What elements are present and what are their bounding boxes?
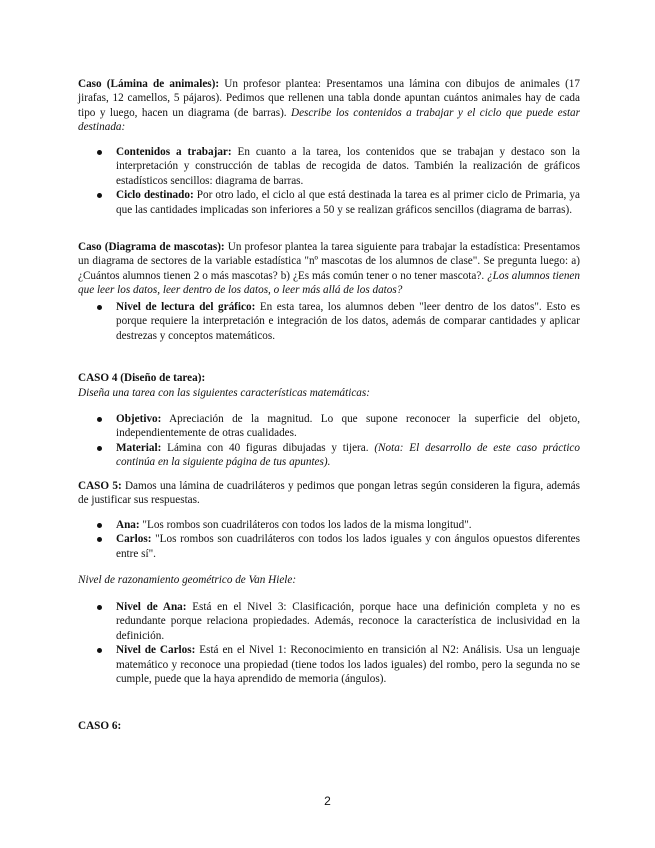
caso-mascotas-list bbox=[78, 300, 580, 343]
caso-animales-title: Caso (Lámina de animales): bbox=[78, 78, 220, 90]
list-item bbox=[78, 300, 580, 343]
list-item bbox=[78, 412, 580, 441]
item-label: Contenidos a trabajar: bbox=[116, 146, 232, 158]
item-note: (Nota: El desarrollo de este caso práctico continúa en la siguiente página de tus apuntes). bbox=[116, 441, 580, 469]
caso5-paragraph bbox=[78, 479, 580, 508]
item-text: Apreciación de la magnitud. Lo que supone reconocer la superficie del objeto, independientemente de otras cualidades. bbox=[116, 413, 580, 440]
caso4-title-text: CASO 4 (Diseño de tarea): bbox=[78, 372, 206, 384]
caso6-title: CASO 6: bbox=[78, 720, 122, 732]
item-label: Material: bbox=[116, 441, 162, 454]
item-text: "Los rombos son cuadriláteros con todos los lados de la misma longitud". bbox=[139, 519, 472, 531]
bullet-icon bbox=[97, 523, 102, 528]
caso-animales-text: Un profesor plantea: Presentamos una lámina con dibujos de animales (17 jirafas, 12 camellos, 5 pájaros). Pedimos que rellenen una tabla donde apuntan cuántos animales hay de cada tipo y luego, hacen un diagrama (de barras). bbox=[78, 78, 580, 119]
page-number: 2 bbox=[324, 794, 331, 808]
item-text: Por otro lado, el ciclo al que está destinada la tarea es al primer ciclo de Primaria, ya que las cantidades implicadas son inferiores a 50 y se realizan gráficos sencillos (diagrama de barras). bbox=[116, 189, 580, 216]
list-item bbox=[78, 145, 580, 188]
item-label: Objetivo: bbox=[116, 413, 162, 425]
bullet-icon bbox=[97, 537, 102, 542]
caso-mascotas-question: ¿Los alumnos tienen que leer los datos, leer dentro de los datos, o leer más allá de los datos? bbox=[78, 269, 580, 297]
item-text: Está en el Nivel 3: Clasificación, porque hace una definición completa y no es redundante porque relaciona propiedades. Además, reconoce la característica de inclusividad en la definición. bbox=[116, 601, 580, 642]
caso-mascotas-title: Caso (Diagrama de mascotas): bbox=[78, 241, 225, 253]
list-item bbox=[78, 188, 580, 217]
item-text: En esta tarea, los alumnos deben "leer dentro de los datos". Esto es porque requiere la interpretación e integración de los datos, además de comparar cantidades y aplicar destrezas y conceptos matemáticos. bbox=[116, 301, 580, 342]
list-item bbox=[78, 518, 580, 532]
bullet-icon bbox=[97, 193, 102, 198]
bullet-icon bbox=[97, 417, 102, 422]
list-item bbox=[78, 441, 580, 470]
van-hiele-subtitle: Nivel de razonamiento geométrico de Van Hiele: bbox=[78, 574, 297, 586]
caso-mascotas-text: Un profesor plantea la tarea siguiente para trabajar la estadística: Presentamos un diagrama de sectores de la variable estadística "nº mascotas de los alumnos de clase". Se pregunta luego: a) ¿Cuántos alumnos tienen 2 o más mascotas? b) ¿Es más común tener o no tener mascota?. bbox=[78, 241, 580, 282]
item-label: Nivel de lectura del gráfico: bbox=[116, 301, 256, 313]
caso-animales-list bbox=[78, 145, 580, 217]
item-text: "Los rombos son cuadriláteros con todos los lados iguales y con ángulos opuestos diferentes entre sí". bbox=[116, 533, 580, 560]
item-label: Ana: bbox=[116, 519, 140, 531]
list-item bbox=[78, 600, 580, 643]
caso4-title bbox=[78, 371, 580, 385]
caso4-list bbox=[78, 412, 580, 470]
item-label: Nivel de Carlos: bbox=[116, 644, 196, 657]
caso-mascotas-paragraph bbox=[78, 240, 580, 298]
item-label: Nivel de Ana: bbox=[116, 601, 187, 613]
bullet-icon bbox=[97, 305, 102, 310]
caso5-title: CASO 5: bbox=[78, 480, 122, 492]
caso5-text: Damos una lámina de cuadriláteros y pedimos que pongan letras según consideren la figura, además de justificar sus respuestas. bbox=[78, 480, 580, 507]
caso-animales-paragraph bbox=[78, 77, 580, 135]
bullet-icon bbox=[97, 648, 102, 653]
list-item bbox=[78, 532, 580, 561]
item-text: Está en el Nivel 1: Reconocimiento en transición al N2: Análisis. Usa un lenguaje matemático y reconoce una propiedad (tiene todos los lados iguales) del rombo, pero la segunda no se cumple, puede que la haya aprendido de memoria (ángulos). bbox=[116, 644, 580, 686]
item-label: Ciclo destinado: bbox=[116, 189, 194, 202]
bullet-icon bbox=[97, 605, 102, 610]
item-text: Lámina con 40 figuras dibujadas y tijera. bbox=[161, 441, 375, 454]
caso5-list bbox=[78, 518, 580, 561]
bullet-icon bbox=[97, 446, 102, 451]
item-label: Carlos: bbox=[116, 533, 152, 546]
van-hiele-list bbox=[78, 600, 580, 686]
list-item bbox=[78, 643, 580, 686]
item-text: En cuanto a la tarea, los contenidos que se trabajan y destaco son la interpretación y construcción de tablas de recogida de datos. También la realización de gráficos estadísticos sencillos: diagrama de barras. bbox=[116, 146, 580, 187]
bullet-icon bbox=[97, 150, 102, 155]
caso4-subtitle: Diseña una tarea con las siguientes características matemáticas: bbox=[78, 387, 370, 399]
caso-animales-question: Describe los contenidos a trabajar y el ciclo que puede estar destinada: bbox=[78, 106, 580, 134]
